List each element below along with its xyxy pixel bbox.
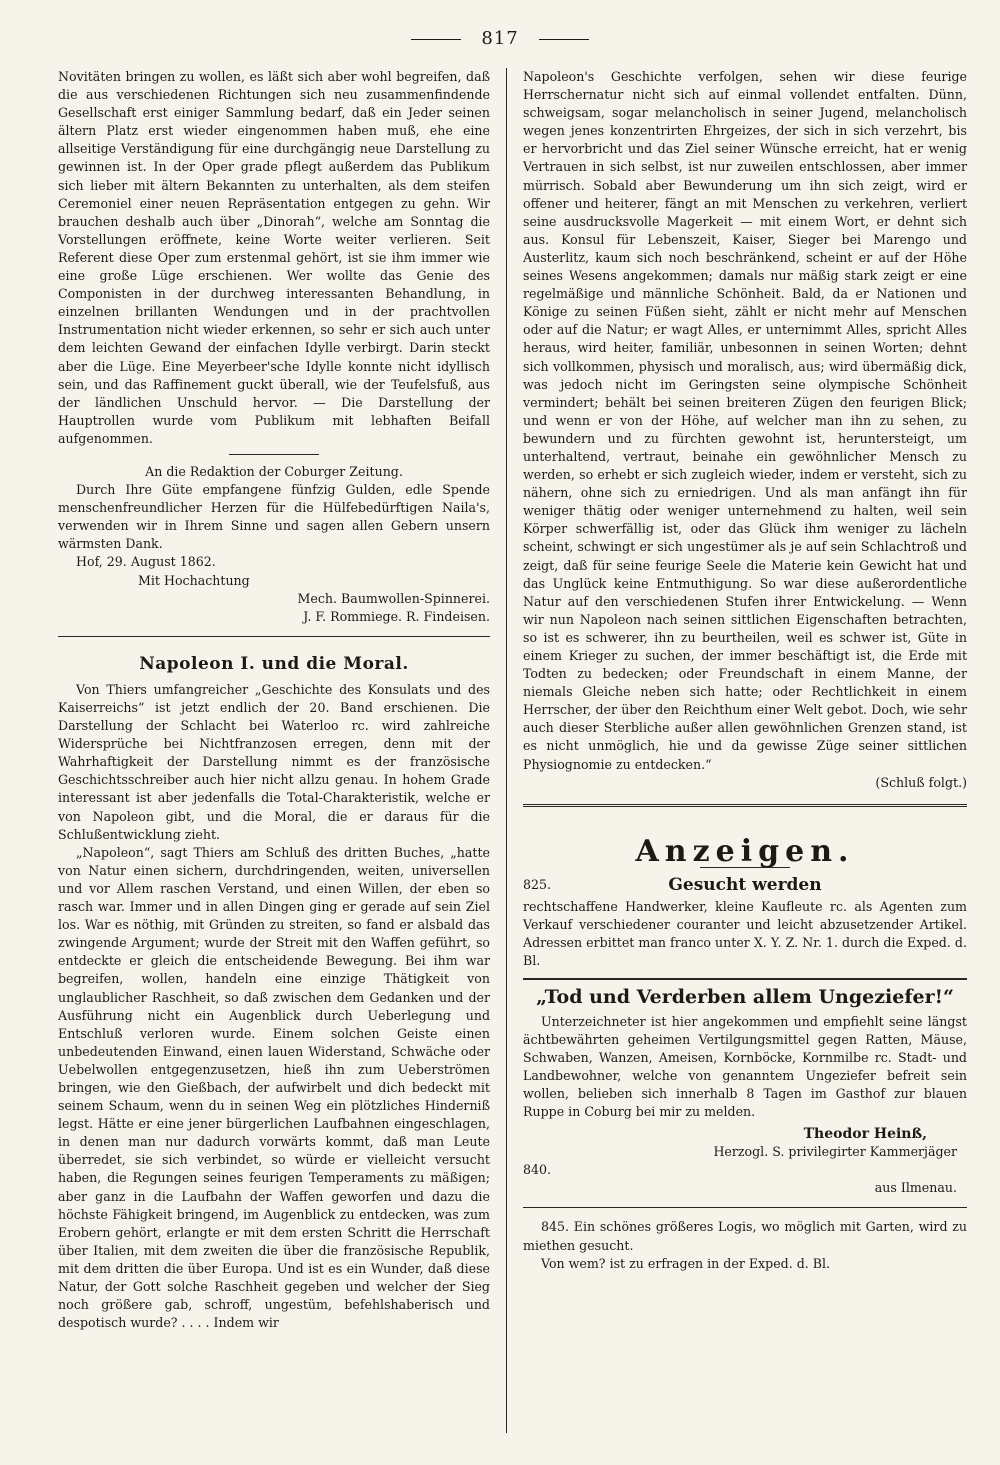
ad-signature: Theodor Heinß, xyxy=(803,1126,927,1143)
header-dash-left xyxy=(411,39,461,40)
ad-signature-place: aus Ilmenau. xyxy=(874,1180,957,1196)
ad-divider xyxy=(523,1207,967,1208)
ad-headline: Gesucht werden xyxy=(668,874,822,895)
article-title: Napoleon I. und die Moral. xyxy=(139,653,409,674)
letter-date: Hof, 29. August 1862. xyxy=(76,554,216,570)
letter-greeting: Mit Hochachtung xyxy=(138,572,250,588)
ad-body: 845. Ein schönes größeres Logis, wo möglich mit Garten, wird zu miethen gesucht. xyxy=(523,1219,967,1253)
ads-divider xyxy=(523,804,967,807)
ad-body: rechtschaffene Handwerker, kleine Kaufleute rc. als Agenten zum Verkauf verschiedener couranter und leicht abzusetzender Artikel. Adressen erbittet man franco unter X. Y. Z. Nr. 1. durch die Exped. d. Bl. xyxy=(523,899,967,969)
article-divider xyxy=(58,636,490,637)
ad-signature-title: Herzogl. S. privilegirter Kammerjäger xyxy=(713,1144,957,1160)
page-header xyxy=(0,28,1000,49)
ad-divider xyxy=(523,978,967,980)
ad-body: Unterzeichneter ist hier angekommen und empfiehlt seine längst ächtbewährten geheimen Vertilgungsmittel gegen Ratten, Mäuse, Schwaben, Wanzen, Ameisen, Kornböcke, Kornmilbe rc. Stadt- und Landbewohner, welche von genanntem Ungeziefer befreit sein wollen, belieben sich innerhalb 8 Tagen im Gasthof zur blauen Ruppe in Coburg bei mir zu melden. xyxy=(523,1013,967,1119)
article-continuation: Napoleon's Geschichte verfolgen, sehen wir diese feurige Herrschernatur nicht sich auf einmal vollendet entfalten. Dünn, schweigsam, sogar melancholisch in seiner Jugend, melancholisch wegen jenes konzentrirten Ehrgeizes, der sich in sich verzehrt, bis er hervorbricht und das Ziel seiner Wünsche erreicht, hat er wenig Vertrauen in sich selbst, ist nur zuweilen entschlossen, aber immer mürrisch. Sobald aber Bewunderung um ihn sich zeigt, wird er offener und heiterer, fängt an mit Menschen zu verkehren, verliert seine ausdrucksvolle Magerkeit — mit einem Wort, er dehnt sich aus. Konsul für Lebenszeit, Kaiser, Sieger bei Marengo und Austerlitz, kaum sich noch beschränkend, scheint er auf der Höhe seines Wesens angekommen; damals nur mäßig stark zeigt er eine regelmäßige und männliche Schönheit. Bald, da er Nationen und Könige zu seinen Füßen sieht, zählt er nicht mehr auf Menschen oder auf die Natur; er wagt Alles, er unternimmt Alles, spricht Alles heraus, wird heiter, familiär, unbesonnen in seinen Worten; dehnt sich vollkommen, physisch und moralisch, aus; wird übermäßig dick, was jedoch nicht im Geringsten seine olympische Schönheit vermindert; behält bei seinen breiteren Zügen den feurigen Blick; und wenn er von der Höhe, auf welcher man ihn zu sehen, zu bewundern und zu fürchten gewohnt ist, heruntersteigt, um unterhaltend, vertraut, beinahe ein gewöhnlicher Mensch zu werden, so erhebt er sich zugleich wieder, indem er versteht, sich zu nähern, ohne sich zu erniedrigen. Und als man anfängt ihn für weniger thätig oder weniger unternehmend zu halten, weil sein Körper schwerfällig ist, oder das Glück ihm weniger zu lächeln scheint, schwingt er sich ungestümer als je auf sein Schlachtroß und zeigt, daß für seine feurige Seele die Materie kein Gewicht hat und das Unglück keine Entmuthigung. So war diese außerordentliche Natur auf den verschiedenen Stufen ihrer Entwickelung. — Wenn wir nun Napoleon nach seinen sittlichen Eigenschaften betrachten, so ist es schwerer, ihn zu beurtheilen, weil es schwer ist, Güte in einem Krieger zu suchen, der immer beschäftigt ist, die Erde mit Todten zu bedecken; oder Freundschaft in einem Manne, der niemals Gleiche neben sich hatte; oder Rechtlichkeit in einem Herrscher, der über den Reichthum einer Welt gebot. Doch, wie sehr auch dieser Sterbliche außer allen gewöhnlichen Grenzen stand, ist es nicht unmöglich, hie und da gewisse Züge seiner sittlichen Physiognomie zu entdecken.“ xyxy=(523,69,967,772)
ad-headline: „Tod und Verderben allem Ungeziefer!“ xyxy=(536,986,954,1009)
article-paragraph-2: „Napoleon“, sagt Thiers am Schluß des dritten Buches, „hatte von Natur einen sichern, durchdringenden, weiten, universellen und vor Allem raschen Verstand, und einen Willen, der eben so rasch war. Immer und in allen Dingen ging er gerade auf sein Ziel los. War es nöthig, mit Gründen zu streiten, so fand er alsbald das zwingende Argument; wurde der Streit mit den Waffen geführt, so entdeckte er gleich die entscheidende Bewegung. Bei ihm war begreifen, wollen, handeln eine einzige Thätigkeit von unglaublicher Raschheit, so daß zwischen dem Gedanken und der Ausführung nicht ein Augenblick durch Ueberlegung und Entschluß verloren wurde. Einem solchen Geiste einen unbedeutenden Einwand, einen lauen Widerstand, Schwäche oder Uebelwollen entgegenzusetzen, hieß ihn zum Ueberströmen bringen, wie den Gießbach, der aufwirbelt und dich bedeckt mit seinem Schaum, wenn du in seinen Weg ein plötzliches Hinderniß legst. Hätte er eine jener bürgerlichen Laufbahnen eingeschlagen, in denen man nur dadurch vorwärts kommt, daß man Leute überredet, sie sich verbindet, so würde er vielleicht versucht haben, die Regungen seines feurigen Temperaments zu mäßigen; aber ganz in die Laufbahn der Waffen geworfen und dazu die höchste Fähigkeit bringend, im Augenblick zu entdecken, was zum Erobern gehört, erlangte er mit dem ersten Schritt die Herrschaft über Italien, mit dem zweiten die über die französische Republik, mit dem dritten die über Europa. Und ist es ein Wunder, daß diese Natur, der Gott solche Raschheit gegeben und welcher der Sieg noch größere gab, schroff, ungestüm, befehlshaberisch und despotisch wurde? . . . . Indem wir xyxy=(58,844,490,1331)
right-column xyxy=(523,68,967,1273)
column-divider xyxy=(506,68,507,1433)
letter-firm: Mech. Baumwollen-Spinnerei. xyxy=(297,590,490,606)
left-column xyxy=(58,68,490,1332)
letter-body: Durch Ihre Güte empfangene fünfzig Gulden, edle Spende menschenfreundlicher Herzen für die Hülfebedürftigen Naila's, verwenden wir in Ihrem Sinne und sagen allen Gebern unsern wärmsten Dank. xyxy=(58,482,490,552)
ad-number: 840. xyxy=(523,1162,552,1178)
header-dash-right xyxy=(539,39,589,40)
section-divider xyxy=(229,454,319,455)
ad-body: Von wem? ist zu erfragen in der Exped. d. Bl. xyxy=(541,1255,831,1271)
opera-review-paragraph: Novitäten bringen zu wollen, es läßt sich aber wohl begreifen, daß die aus verschiedenen Richtungen sich neu zusammenfindende Gesellschaft erst einiger Sammlung bedarf, daß ein Jeder seinen ältern Platz erst wieder eingenommen haben muß, ehe eine allseitige Verständigung für eine durchgängig neue Darstellung zu gewinnen ist. In der Oper grade pflegt außerdem das Publikum sich lieber mit ältern Bekannten zu unterhalten, als dem steifen Ceremoniel einer neuen Repräsentation entgegen zu gehn. Wir brauchen deshalb auch über „Dinorah“, welche am Sonntag die Vorstellungen eröffnete, keine Worte weiter verlieren. Seit Referent diese Oper zum erstenmal gehört, ist sie ihm immer wie eine große Lüge erschienen. Wer wollte das Genie des Componisten in der durchweg interessanten Behandlung, in einzelnen brillanten Wendungen und in der prachtvollen Instrumentation nicht wieder erkennen, so sehr er sich auch unter dem leichten Gewand der einfachen Idylle verbirgt. Darin steckt aber die Lüge. Eine Meyerbeer'sche Idylle konnte nicht idyllisch sein, und das Raffinement guckt überall, wie der Teufelsfuß, aus der ländlichen Unschuld hervor. — Die Darstellung der Hauptrollen wurde vom Publikum mit lebhaften Beifall aufgenommen. xyxy=(58,69,490,446)
continuation-note: (Schluß folgt.) xyxy=(875,774,967,790)
ads-section-title: Anzeigen. xyxy=(635,833,855,869)
page-number: 817 xyxy=(481,28,519,49)
article-paragraph-1: Von Thiers umfangreicher „Geschichte des Konsulats und des Kaiserreichs“ ist jetzt endlich der 20. Band erschienen. Die Darstellung der Schlacht bei Waterloo rc. wird zahlreiche Widersprüche bei Nichtfranzosen erregen, denn mit der Wahrhaftigkeit der Darstellung nimmt es der französische Geschichtsschreiber auch hier nicht allzu genau. In hohem Grade interessant ist aber jedenfalls die Total-Charakteristik, welche er von Napoleon gibt, und die Moral, die er daraus für die Schlußentwicklung zieht. xyxy=(58,681,490,842)
ad-number: 825. xyxy=(523,876,552,892)
letter-heading: An die Redaktion der Coburger Zeitung. xyxy=(145,463,403,479)
letter-names: J. F. Rommiege. R. Findeisen. xyxy=(303,608,490,624)
